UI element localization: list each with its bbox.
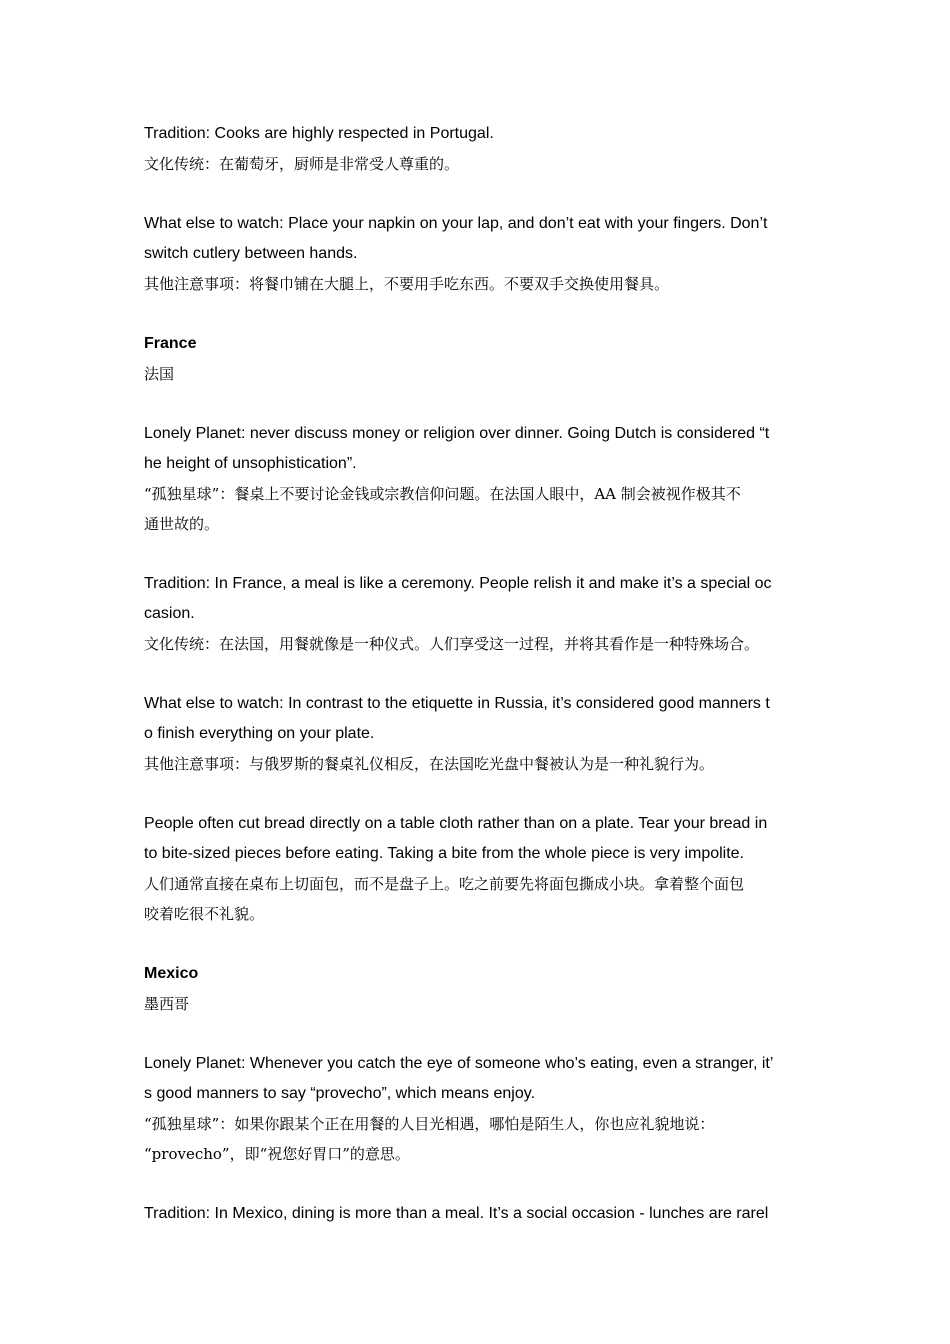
portugal-watch-en-2: switch cutlery between hands. [144, 245, 358, 262]
portugal-watch-zh: 其他注意事项：将餐巾铺在大腿上，不要用手吃东西。不要双手交换使用餐具。 [144, 275, 670, 293]
paragraph-gap [144, 539, 816, 569]
section-heading-france: France [144, 335, 197, 352]
mexico-lonely-planet-en-1: Lonely Planet: Whenever you catch the eye of someone who’s eating, even a stranger, it’ [144, 1055, 774, 1072]
mexico-lonely-planet-zh-1: “孤独星球”：如果你跟某个正在用餐的人目光相遇，哪怕是陌生人，你也应礼貌地说： [144, 1115, 715, 1133]
france-lonely-planet-zh-2: 通世故的。 [144, 515, 220, 533]
france-watch-zh: 其他注意事项：与俄罗斯的餐桌礼仪相反，在法国吃光盘中餐被认为是一种礼貌行为。 [144, 755, 715, 773]
paragraph-gap [144, 779, 816, 809]
portugal-watch-en-1: What else to watch: Place your napkin on your lap, and don’t eat with your fingers. Don’t [144, 215, 768, 232]
france-lonely-planet-zh-1: “孤独星球”：餐桌上不要讨论金钱或宗教信仰问题。在法国人眼中，AA 制会被视作极其不 [144, 485, 741, 503]
portugal-tradition-zh: 文化传统：在葡萄牙，厨师是非常受人尊重的。 [144, 155, 460, 173]
document-page [144, 119, 816, 1229]
france-watch-en-2: o finish everything on your plate. [144, 725, 375, 742]
paragraph-gap [144, 659, 816, 689]
section-heading-mexico-zh: 墨西哥 [144, 995, 190, 1013]
mexico-lonely-planet-zh-2: “provecho”，即“祝您好胃口”的意思。 [144, 1145, 410, 1163]
section-heading-france-zh: 法国 [144, 365, 175, 383]
france-bread-en-2: to bite-sized pieces before eating. Taking a bite from the whole piece is very impolite. [144, 845, 745, 862]
portugal-tradition-en: Tradition: Cooks are highly respected in Portugal. [144, 125, 494, 142]
paragraph-gap [144, 179, 816, 209]
paragraph-gap [144, 1019, 816, 1049]
mexico-tradition-en-1: Tradition: In Mexico, dining is more than a meal. It’s a social occasion - lunches are rarel [144, 1205, 769, 1222]
france-lonely-planet-en-1: Lonely Planet: never discuss money or religion over dinner. Going Dutch is considered “t [144, 425, 770, 442]
paragraph-gap [144, 1169, 816, 1199]
france-tradition-en-1: Tradition: In France, a meal is like a ceremony. People relish it and make it’s a special oc [144, 575, 772, 592]
paragraph-gap [144, 929, 816, 959]
mexico-lonely-planet-en-2: s good manners to say “provecho”, which means enjoy. [144, 1085, 536, 1102]
france-watch-en-1: What else to watch: In contrast to the etiquette in Russia, it’s considered good manners t [144, 695, 770, 712]
france-tradition-en-2: casion. [144, 605, 195, 622]
france-tradition-zh: 文化传统：在法国，用餐就像是一种仪式。人们享受这一过程，并将其看作是一种特殊场合。 [144, 635, 760, 653]
section-heading-mexico: Mexico [144, 965, 199, 982]
france-bread-zh-2: 咬着吃很不礼貌。 [144, 905, 265, 923]
paragraph-gap [144, 389, 816, 419]
france-bread-en-1: People often cut bread directly on a table cloth rather than on a plate. Tear your bread in [144, 815, 768, 832]
france-bread-zh-1: 人们通常直接在桌布上切面包，而不是盘子上。吃之前要先将面包撕成小块。拿着整个面包 [144, 875, 745, 893]
paragraph-gap [144, 299, 816, 329]
france-lonely-planet-en-2: he height of unsophistication”. [144, 455, 357, 472]
